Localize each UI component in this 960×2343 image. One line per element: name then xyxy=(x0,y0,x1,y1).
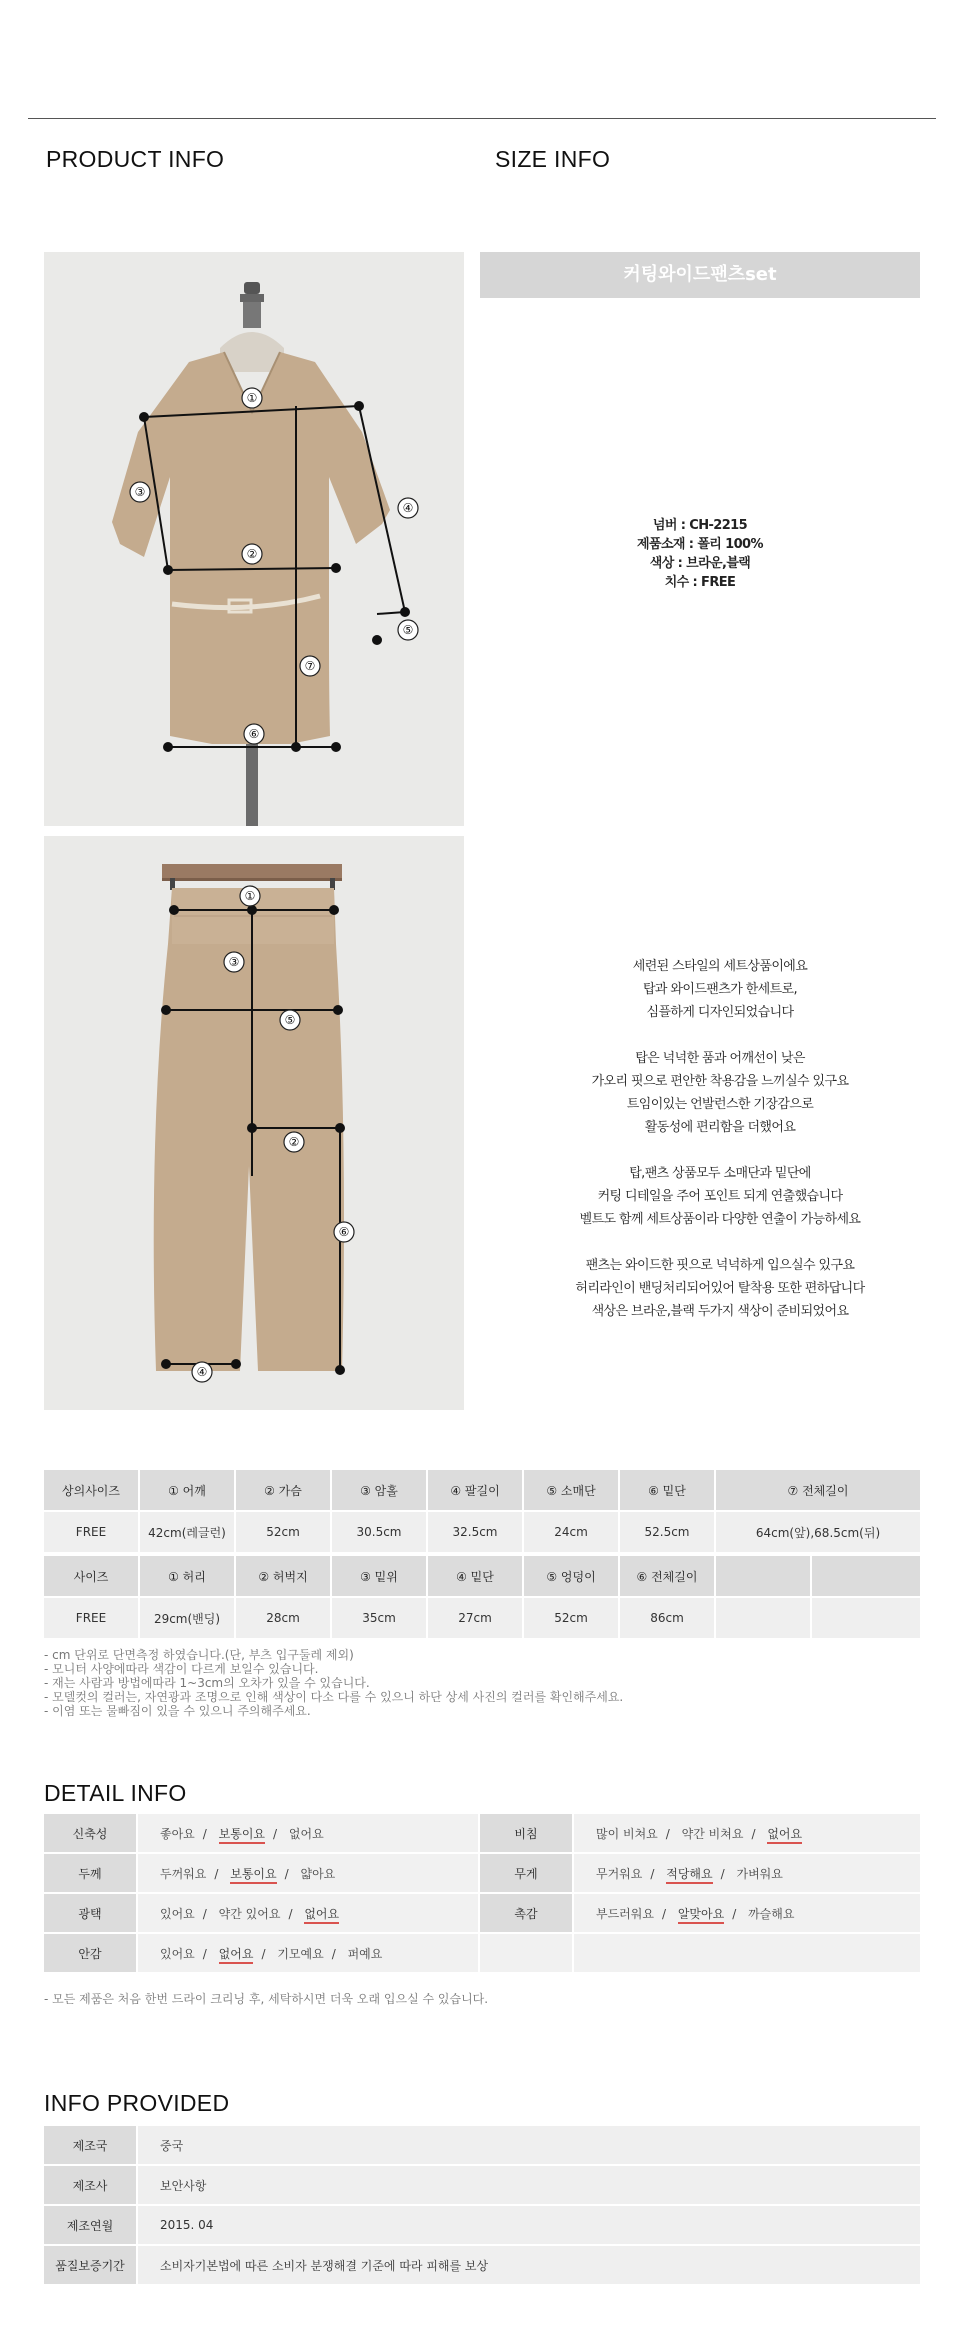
info-provided-table xyxy=(42,2124,922,2286)
table-cell xyxy=(716,1598,810,1638)
table-row xyxy=(44,1814,920,1852)
table-row xyxy=(44,2126,920,2164)
detail-option: 약간 비쳐요 xyxy=(681,1826,744,1841)
table-row xyxy=(44,2206,920,2244)
desc-paragraph xyxy=(520,955,920,1024)
detail-options: 있어요 / 약간 있어요 / 없어요 xyxy=(138,1894,478,1932)
detail-info-title: DETAIL INFO xyxy=(44,1780,187,1806)
detail-option: 기모예요 xyxy=(277,1946,324,1961)
table-cell: 35cm xyxy=(332,1598,426,1638)
product-description xyxy=(520,955,920,1346)
top-label-3: ③ xyxy=(134,485,146,499)
table-header-cell: ② 가슴 xyxy=(236,1470,330,1510)
detail-label-empty xyxy=(480,1934,572,1972)
detail-option: 많이 비쳐요 xyxy=(596,1826,658,1841)
table-header-row xyxy=(44,1470,920,1510)
note-line: - 재는 사람과 방법에따라 1~3cm의 오차가 있을 수 있습니다. xyxy=(44,1676,370,1690)
desc-line: 활동성에 편리함을 더했어요 xyxy=(644,1120,796,1135)
desc-line: 탑과 와이드팬츠가 한세트로, xyxy=(642,982,798,997)
table-header-cell: 사이즈 xyxy=(44,1556,138,1596)
info-label: 품질보증기간 xyxy=(44,2246,136,2284)
detail-label: 신축성 xyxy=(44,1814,136,1852)
info-provided-title: INFO PROVIDED xyxy=(44,2090,230,2116)
detail-option: 부드러워요 xyxy=(596,1906,654,1921)
top-label-1: ① xyxy=(246,391,258,405)
pants-label-3: ③ xyxy=(228,955,240,969)
info-value: 중국 xyxy=(138,2126,920,2164)
table-header-cell: ⑥ 전체길이 xyxy=(620,1556,714,1596)
table-row xyxy=(44,1598,920,1638)
table-cell: 64cm(앞),68.5cm(뒤) xyxy=(716,1512,920,1552)
table-cell: 27cm xyxy=(428,1598,522,1638)
table-row xyxy=(44,2246,920,2284)
desc-line: 벨트도 함께 세트상품이라 다양한 연출이 가능하세요 xyxy=(579,1212,861,1227)
table-header-cell: ③ 밑위 xyxy=(332,1556,426,1596)
table-row xyxy=(44,1934,920,1972)
table-cell: 52.5cm xyxy=(620,1512,714,1552)
product-info-title: PRODUCT INFO xyxy=(46,146,225,172)
table-cell: 28cm xyxy=(236,1598,330,1638)
table-cell: 30.5cm xyxy=(332,1512,426,1552)
desc-line: 가오리 핏으로 편안한 착용감을 느끼실수 있구요 xyxy=(591,1074,849,1089)
desc-paragraph xyxy=(520,1047,920,1139)
table-header-cell: ⑤ 엉덩이 xyxy=(524,1556,618,1596)
detail-option-selected: 없어요 xyxy=(219,1947,254,1964)
table-header-cell: ③ 암홀 xyxy=(332,1470,426,1510)
info-value: 보안사항 xyxy=(138,2166,920,2204)
pants-label-6: ⑥ xyxy=(338,1225,350,1239)
detail-label: 비침 xyxy=(480,1814,572,1852)
detail-options: 무거워요 / 적당해요 / 가벼워요 xyxy=(574,1854,920,1892)
pants-label-4: ④ xyxy=(196,1365,208,1379)
note-line: - 모델컷의 컬러는, 자연광과 조명으로 인해 색상이 다소 다를 수 있으니 하단 상세 사진의 컬러를 확인해주세요. xyxy=(44,1690,624,1704)
detail-option: 좋아요 xyxy=(160,1826,195,1841)
detail-option: 두꺼워요 xyxy=(160,1866,207,1881)
note-line: - 이염 또는 물빠짐이 있을 수 있으니 주의해주세요. xyxy=(44,1704,311,1718)
product-specs xyxy=(560,516,840,592)
info-value: 소비자기본법에 따른 소비자 분쟁해결 기준에 따라 피해를 보상 xyxy=(138,2246,920,2284)
table-cell xyxy=(812,1598,920,1638)
desc-line: 커팅 디테일을 주어 포인트 되게 연출했습니다 xyxy=(597,1189,843,1204)
detail-option: 있어요 xyxy=(160,1946,195,1961)
desc-line: 세련된 스타일의 세트상품이에요 xyxy=(632,959,808,974)
table-cell: 52cm xyxy=(236,1512,330,1552)
spec-size: 치수 : FREE xyxy=(664,575,736,590)
table-row xyxy=(44,1854,920,1892)
top-garment-photo xyxy=(44,252,464,826)
detail-option: 퍼예요 xyxy=(347,1946,383,1961)
desc-line: 탑은 넉넉한 품과 어깨선이 낮은 xyxy=(635,1051,805,1066)
table-header-cell: ① 허리 xyxy=(140,1556,234,1596)
table-cell: 86cm xyxy=(620,1598,714,1638)
size-info-title: SIZE INFO xyxy=(495,146,611,172)
table-cell: 29cm(밴딩) xyxy=(140,1598,234,1638)
detail-label: 안감 xyxy=(44,1934,136,1972)
detail-option: 가벼워요 xyxy=(736,1866,783,1881)
info-label: 제조연월 xyxy=(44,2206,136,2244)
top-label-6: ⑥ xyxy=(248,727,260,741)
note-line: - 모니터 사양에따라 색감이 다르게 보일수 있습니다. xyxy=(44,1662,319,1676)
table-cell: FREE xyxy=(44,1598,138,1638)
spec-number: 넘버 : CH-2215 xyxy=(652,518,748,533)
detail-options: 있어요 / 없어요 / 기모예요 / 퍼예요 xyxy=(138,1934,478,1972)
measurement-notes xyxy=(44,1648,924,1718)
table-cell: 32.5cm xyxy=(428,1512,522,1552)
detail-option: 얇아요 xyxy=(300,1866,336,1881)
pants-size-table xyxy=(42,1554,922,1640)
desc-paragraph xyxy=(520,1254,920,1323)
desc-line: 팬츠는 와이드한 핏으로 넉넉하게 입으실수 있구요 xyxy=(585,1258,855,1273)
detail-option: 약간 있어요 xyxy=(218,1906,281,1921)
table-cell: 42cm(레글런) xyxy=(140,1512,234,1552)
table-row xyxy=(44,1512,920,1552)
pants-label-1: ① xyxy=(244,889,256,903)
desc-line: 심플하게 디자인되었습니다 xyxy=(646,1005,794,1020)
table-header-cell: ① 어깨 xyxy=(140,1470,234,1510)
top-label-2: ② xyxy=(246,547,258,561)
table-cell: FREE xyxy=(44,1512,138,1552)
detail-label: 두께 xyxy=(44,1854,136,1892)
table-header-cell xyxy=(716,1556,810,1596)
detail-option-selected: 알맞아요 xyxy=(678,1907,724,1924)
info-label: 제조국 xyxy=(44,2126,136,2164)
detail-option-selected: 적당해요 xyxy=(666,1867,712,1884)
detail-option-selected: 없어요 xyxy=(304,1907,339,1924)
desc-line: 색상은 브라운,블랙 두가지 색상이 준비되었어요 xyxy=(591,1304,849,1319)
table-header-cell: ④ 밑단 xyxy=(428,1556,522,1596)
desc-line: 탑,팬츠 상품모두 소매단과 밑단에 xyxy=(629,1166,811,1181)
detail-option-selected: 보통이요 xyxy=(230,1867,276,1884)
desc-line: 허리라인이 밴딩처리되어있어 탈착용 또한 편하답니다 xyxy=(575,1281,865,1296)
top-label-4: ④ xyxy=(402,501,414,515)
detail-options: 많이 비쳐요 / 약간 비쳐요 / 없어요 xyxy=(574,1814,920,1852)
table-header-cell: ⑤ 소매단 xyxy=(524,1470,618,1510)
table-header-cell: ④ 팔길이 xyxy=(428,1470,522,1510)
note-line: - cm 단위로 단면측정 하였습니다.(단, 부츠 입구둘레 제외) xyxy=(44,1648,354,1662)
detail-options-empty xyxy=(574,1934,920,1972)
desc-paragraph xyxy=(520,1162,920,1231)
detail-label: 무게 xyxy=(480,1854,572,1892)
desc-line: 트임이있는 언발런스한 기장감으로 xyxy=(626,1097,814,1112)
detail-option: 없어요 xyxy=(288,1826,324,1841)
table-header-cell: ⑥ 밑단 xyxy=(620,1470,714,1510)
pants-garment-photo xyxy=(44,836,464,1410)
table-cell: 24cm xyxy=(524,1512,618,1552)
table-header-cell: 상의사이즈 xyxy=(44,1470,138,1510)
table-header-row xyxy=(44,1556,920,1596)
pants-label-2: ② xyxy=(288,1135,300,1149)
spec-color: 색상 : 브라운,블랙 xyxy=(649,556,751,571)
pants-label-5: ⑤ xyxy=(284,1013,296,1027)
detail-options: 부드러워요 / 알맞아요 / 까슬해요 xyxy=(574,1894,920,1932)
table-cell: 52cm xyxy=(524,1598,618,1638)
table-header-cell: ⑦ 전체길이 xyxy=(716,1470,920,1510)
table-row xyxy=(44,2166,920,2204)
top-label-5: ⑤ xyxy=(402,623,414,637)
detail-info-table xyxy=(42,1812,922,1974)
table-header-cell: ② 허벅지 xyxy=(236,1556,330,1596)
detail-options: 두꺼워요 / 보통이요 / 얇아요 xyxy=(138,1854,478,1892)
detail-option: 까슬해요 xyxy=(748,1906,795,1921)
care-note: - 모든 제품은 처음 한번 드라이 크리닝 후, 세탁하시면 더욱 오래 입으실 수 있습니다. xyxy=(44,1992,489,2006)
detail-label: 광택 xyxy=(44,1894,136,1932)
detail-option-selected: 보통이요 xyxy=(219,1827,265,1844)
spec-material: 제품소재 : 폴리 100% xyxy=(637,537,763,552)
info-value: 2015. 04 xyxy=(138,2206,920,2244)
top-divider xyxy=(28,118,936,119)
table-header-cell xyxy=(812,1556,920,1596)
info-label: 제조사 xyxy=(44,2166,136,2204)
detail-option: 무거워요 xyxy=(596,1866,643,1881)
detail-label: 촉감 xyxy=(480,1894,572,1932)
table-row xyxy=(44,1894,920,1932)
product-name-bar: 커팅와이드팬츠set xyxy=(480,252,920,298)
detail-option: 있어요 xyxy=(160,1906,195,1921)
top-size-table xyxy=(42,1468,922,1554)
detail-option-selected: 없어요 xyxy=(767,1827,802,1844)
detail-options: 좋아요 / 보통이요 / 없어요 xyxy=(138,1814,478,1852)
top-label-7: ⑦ xyxy=(304,659,316,673)
